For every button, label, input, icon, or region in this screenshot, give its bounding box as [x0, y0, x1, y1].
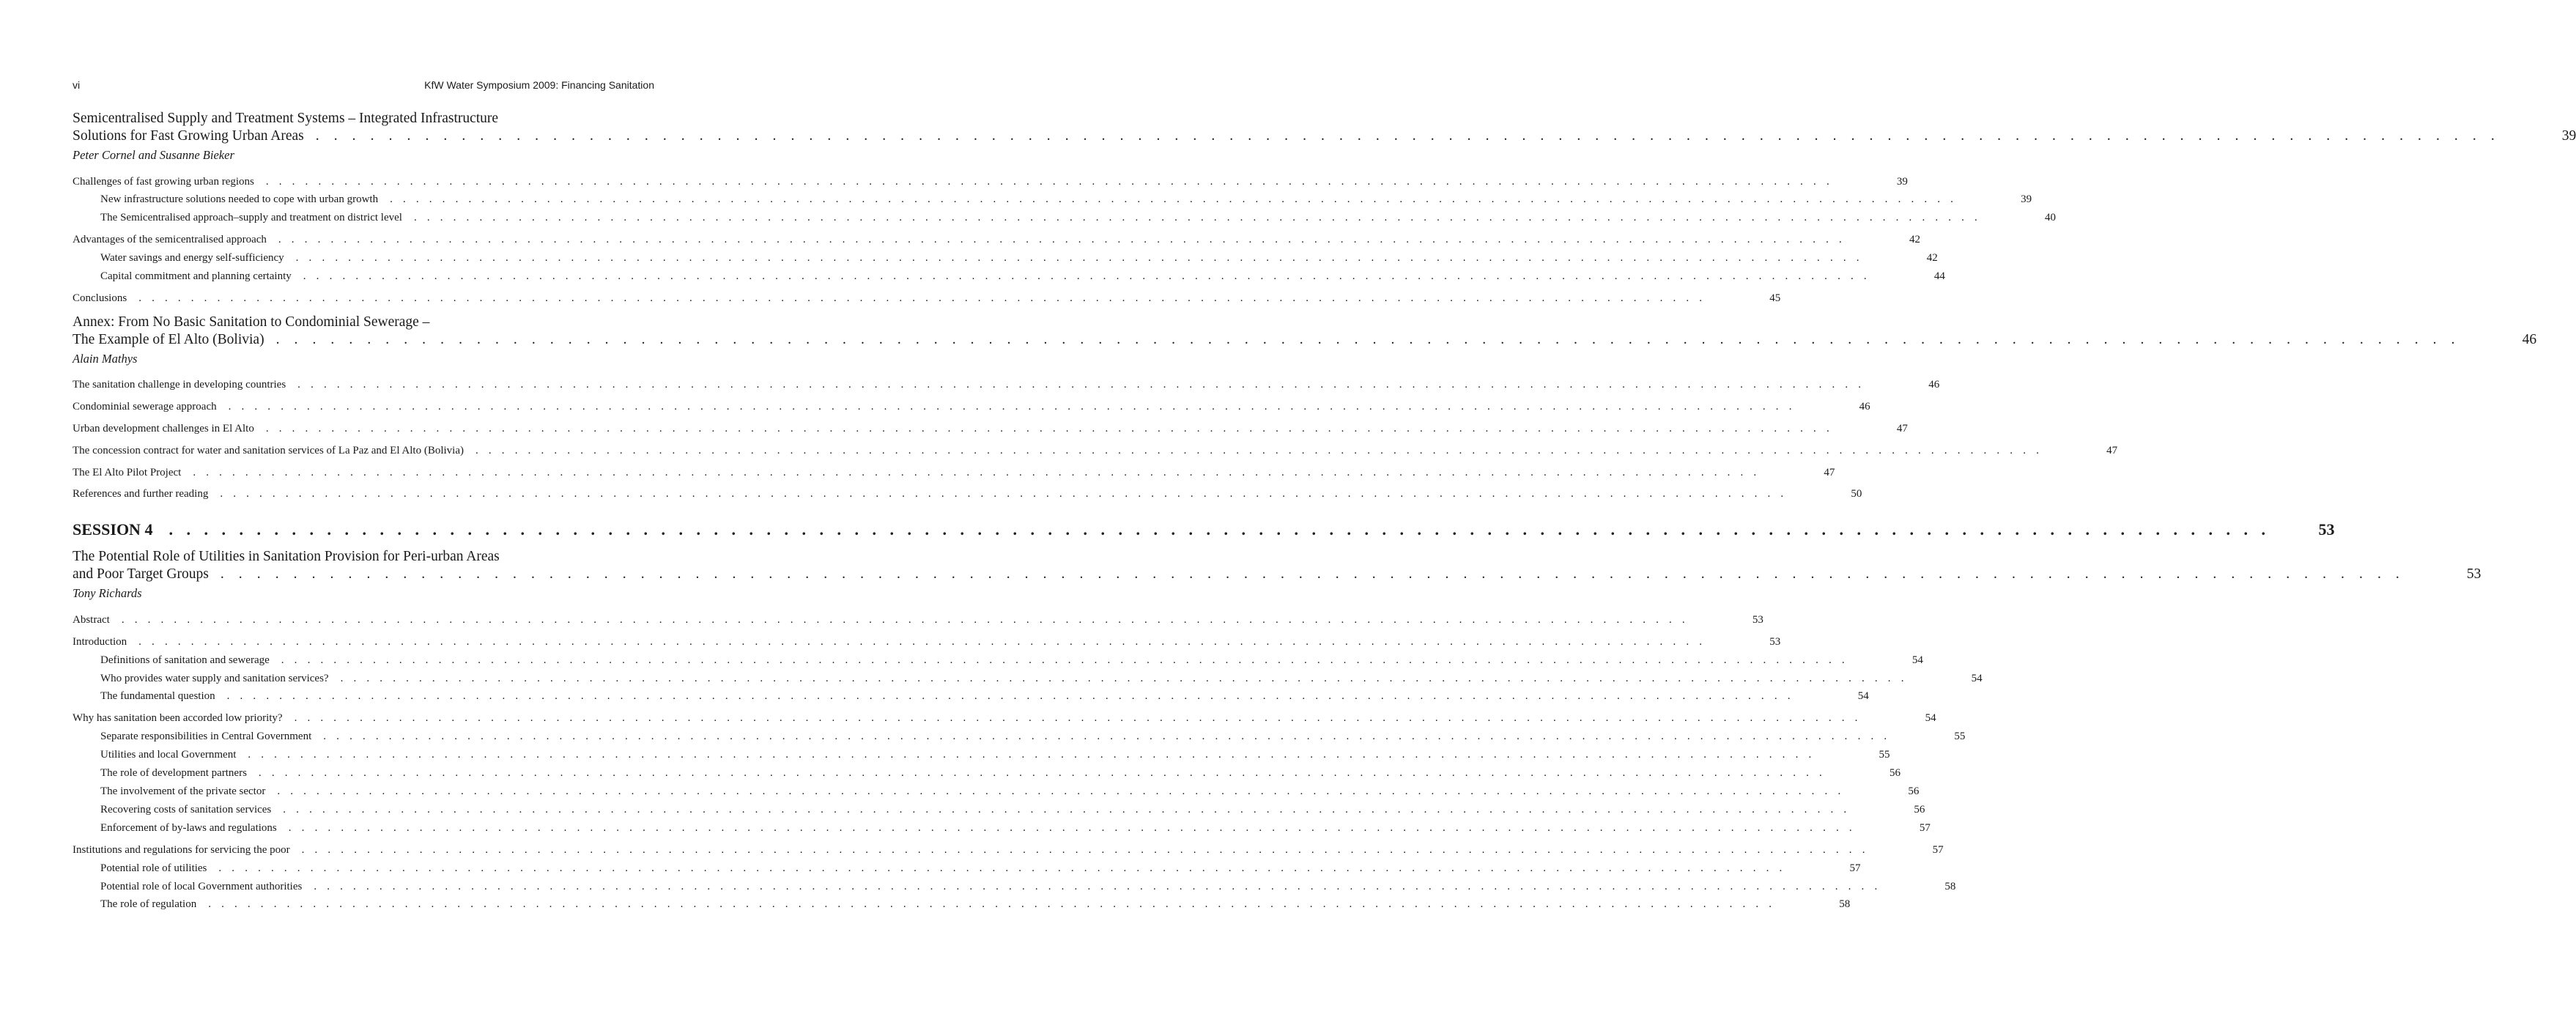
toc-entry[interactable] [73, 292, 1781, 305]
entry-title: Abstract [73, 614, 110, 626]
dot-leader: . . . . . . . . . . . . . . . . . . . . . . . . . . . . . . . . . . . . . . . . . . . . . . . . . . . . . . . . . . . . . . . . . . . . . . . . . . . . . . . . . . . . . . . . . . . . . . . . . . . . . . . . . . . . . . . . . . . . . . . . [258, 767, 1826, 779]
dot-leader: . . . . . . . . . . . . . . . . . . . . . . . . . . . . . . . . . . . . . . . . . . . . . . . . . . . . . . . . . . . . . . . . . . . . . . . . . . . . . . . . . . . . . . . . . . . . . . . . . . . . . . . . . . . . . . . . . . . . . . . . [248, 749, 1816, 761]
entry-title: Challenges of fast growing urban regions [73, 176, 254, 188]
toc-subentry[interactable] [100, 193, 2032, 206]
page-number: 54 [1971, 673, 1983, 684]
entry-title: Enforcement of by-laws and regulations [100, 822, 277, 834]
page-number: 56 [1908, 785, 1920, 797]
dot-leader: . . . . . . . . . . . . . . . . . . . . . . . . . . . . . . . . . . . . . . . . . . . . . . . . . . . . . . . . . . . . . . . . . . . . . . . . . . . . . . . . . . . . . . . . . . . . . . . . . . . . . . . . . . . . . . . . . . . . . . . . [208, 898, 1776, 910]
dot-leader: . . . . . . . . . . . . . . . . . . . . . . . . . . . . . . . . . . . . . . . . . . . . . . . . . . . . . . . . . . . . . . . . . . . . . . . . . . . . . . . . . . . . . . . . . . . . . . . . . . . . . . . . . . . . . . . . . . . . . . . . [303, 270, 1870, 282]
page-number: 57 [1919, 822, 1931, 834]
entry-title: Urban development challenges in El Alto [73, 423, 254, 435]
toc-subentry[interactable] [100, 270, 1945, 283]
page-number: 53 [1769, 636, 1781, 648]
dot-leader: . . . . . . . . . . . . . . . . . . . . . . . . . . . . . . . . . . . . . . . . . . . . . . . . . . . . . . . . . . . . . . . . . . . . . . . . . . . . . . . . . . . . . . . . . . . . . . . . . . . . . . . . . . . . . . . . . . . . . . . . [277, 785, 1845, 797]
dot-leader: . . . . . . . . . . . . . . . . . . . . . . . . . . . . . . . . . . . . . . . . . . . . . . . . . . . . . . . . . . . . . . . . . . . . . . . . . . . . . . . . . . . . . . . . . . . . . . . . . . . . . . . . . . . . . . . . . . . . . . . . [228, 401, 1796, 413]
entry-title: The role of regulation [100, 898, 197, 910]
dot-leader: . . . . . . . . . . . . . . . . . . . . . . . . . . . . . . . . . . . . . . . . . . . . . . . . . . . . . . . . . . . . . . . . . . . . . . . . . . . . . . . . . . . . . . . . . . . . . . . . . . . . . . . . . . . . . . . . . . . . . . . . [265, 423, 1833, 435]
dot-leader: . . . . . . . . . . . . . . . . . . . . . . . . . . . . . . . . . . . . . . . . . . . . . . . . . . . . . . . . . . . . . . . . . . . . . . . . . . . . . . . . . . . . . . . . . . . . . . . . . . . . . . . . . . . . . . . . . . . . . . . . [138, 636, 1706, 648]
page-number: 57 [1849, 862, 1861, 874]
page-number-header: vi [73, 79, 81, 91]
page-number: 54 [1911, 654, 1923, 666]
toc-entry[interactable] [73, 234, 1920, 246]
page-number: 40 [2045, 212, 2057, 223]
dot-leader: . . . . . . . . . . . . . . . . . . . . . . . . . . . . . . . . . . . . . . . . . . . . . . . . . . . . . . . . . . . . . . . . . . . . . . . . . . . . . . . . . . . . . . . . . . . . . . . . . . . . . . . . . . . . . . . . . . . . . . . . [138, 292, 1706, 304]
page-number: 50 [1851, 488, 1862, 500]
toc-subentry[interactable] [100, 690, 1869, 703]
dot-leader: . . . . . . . . . . . . . . . . . . . . . . . . . . . . . . . . . . . . . . . . . . . . . . . . . . . . . . . . . . . . . . . . . . . . . . . . . . . . . . . . . . . . . . . . . . . . . . . . . . . . . . . . . . . . . . . . . . . . . . . . [281, 654, 1848, 666]
page-number: 46 [1928, 379, 1940, 391]
entry-title: SESSION 4 [73, 520, 153, 539]
entry-title: Who provides water supply and sanitation services? [100, 673, 329, 684]
entry-title: Potential role of utilities [100, 862, 207, 874]
entry-title: The El Alto Pilot Project [73, 467, 182, 478]
entry-title: The Example of El Alto (Bolivia) [73, 332, 264, 347]
page-number: 53 [2318, 520, 2335, 539]
page-number: 53 [2466, 566, 2481, 582]
page-number: 39 [2021, 193, 2032, 205]
dot-leader: . . . . . . . . . . . . . . . . . . . . . . . . . . . . . . . . . . . . . . . . . . . . . . . . . . . . . . . . . . . . . . . . . . . . . . . . . . . . . . . . . . . . . . . . . . . . . . . . . . . . . . . . . . . . . . . . . . . . . . . . [475, 445, 2043, 456]
toc-chapter[interactable] [73, 332, 2537, 348]
chapter-author: Peter Cornel and Susanne Bieker [73, 148, 234, 162]
page-number: 55 [1954, 731, 1966, 742]
toc-subentry[interactable] [100, 731, 1966, 743]
dot-leader: . . . . . . . . . . . . . . . . . . . . . . . . . . . . . . . . . . . . . . . . . . . . . . . . . . . . . . . . . . . . . . . . . . . . . . . . . . . . . . . . . . . . . . . . . . . . . . . . . . . . . . . . . . . . . . . . . . . . . . . . [220, 488, 1788, 500]
entry-title: The sanitation challenge in developing countries [73, 379, 286, 391]
chapter-author: Alain Mathys [73, 352, 138, 366]
dot-leader: . . . . . . . . . . . . . . . . . . . . . . . . . . . . . . . . . . . . . . . . . . . . . . . . . . . . . . . . . . . . . . . . . . . . . . . . . . . . . . . . . . . . . . . . . . . . . . . . . . . . . . . . . . . . . . . . . . . . . . . . [169, 520, 2270, 539]
dot-leader: . . . . . . . . . . . . . . . . . . . . . . . . . . . . . . . . . . . . . . . . . . . . . . . . . . . . . . . . . . . . . . . . . . . . . . . . . . . . . . . . . . . . . . . . . . . . . . . . . . . . . . . . . . . . . . . . . . . . . . . . [265, 176, 1833, 188]
page-number: 39 [1896, 176, 1908, 188]
toc-subentry[interactable] [100, 654, 1923, 667]
entry-title: The role of development partners [100, 767, 247, 779]
dot-leader: . . . . . . . . . . . . . . . . . . . . . . . . . . . . . . . . . . . . . . . . . . . . . . . . . . . . . . . . . . . . . . . . . . . . . . . . . . . . . . . . . . . . . . . . . . . . . . . . . . . . . . . . . . . . . . . . . . . . . . . . [226, 690, 1794, 702]
toc-entry[interactable] [73, 379, 1940, 391]
dot-leader: . . . . . . . . . . . . . . . . . . . . . . . . . . . . . . . . . . . . . . . . . . . . . . . . . . . . . . . . . . . . . . . . . . . . . . . . . . . . . . . . . . . . . . . . . . . . . . . . . . . . . . . . . . . . . . . . . . . . . . . . [314, 881, 1881, 892]
entry-title: The concession contract for water and sanitation services of La Paz and El Alto (Bolivia) [73, 445, 464, 456]
page-number: 46 [1859, 401, 1870, 413]
dot-leader: . . . . . . . . . . . . . . . . . . . . . . . . . . . . . . . . . . . . . . . . . . . . . . . . . . . . . . . . . . . . . . . . . . . . . . . . . . . . . . . . . . . . . . . . . . . . . . . . . . . . . . . . . . . . . . . . . . . . . . . . [340, 673, 1908, 684]
running-header-title: KfW Water Symposium 2009: Financing Sanitation [424, 79, 654, 91]
toc-entry[interactable] [73, 423, 1908, 435]
chapter-title-line: Semicentralised Supply and Treatment Systems – Integrated Infrastructure [73, 111, 499, 126]
toc-subentry[interactable] [100, 898, 1851, 911]
toc-entry[interactable] [73, 488, 1862, 500]
dot-leader: . . . . . . . . . . . . . . . . . . . . . . . . . . . . . . . . . . . . . . . . . . . . . . . . . . . . . . . . . . . . . . . . . . . . . . . . . . . . . . . . . . . . . . . . . . . . . . . . . . . . . . . . . . . . . . . . . . . . . . . . [295, 252, 1863, 264]
entry-title: The Semicentralised approach–supply and treatment on district level [100, 212, 402, 223]
entry-title: Separate responsibilities in Central Government [100, 731, 312, 742]
toc-session[interactable] [73, 520, 2335, 539]
toc-subentry[interactable] [100, 212, 2057, 224]
dot-leader: . . . . . . . . . . . . . . . . . . . . . . . . . . . . . . . . . . . . . . . . . . . . . . . . . . . . . . . . . . . . . . . . . . . . . . . . . . . . . . . . . . . . . . . . . . . . . . . . . . . . . . . . . . . . . . . . . . . . . . . . [278, 234, 1846, 245]
entry-title: and Poor Target Groups [73, 566, 209, 582]
page-number: 55 [1879, 749, 1890, 761]
toc-subentry[interactable] [100, 767, 1900, 780]
entry-title: Water savings and energy self-sufficiency [100, 252, 284, 264]
page-number: 44 [1933, 270, 1945, 282]
toc-entry[interactable] [73, 712, 1936, 725]
page-number: 58 [1944, 881, 1956, 892]
entry-title: The involvement of the private sector [100, 785, 266, 797]
dot-leader: . . . . . . . . . . . . . . . . . . . . . . . . . . . . . . . . . . . . . . . . . . . . . . . . . . . . . . . . . . . . . . . . . . . . . . . . . . . . . . . . . . . . . . . . . . . . . . . . . . . . . . . . . . . . . . . . . . . . . . . . [275, 332, 2461, 347]
page-number: 54 [1857, 690, 1869, 702]
entry-title: Conclusions [73, 292, 127, 304]
entry-title: Definitions of sanitation and sewerage [100, 654, 270, 666]
dot-leader: . . . . . . . . . . . . . . . . . . . . . . . . . . . . . . . . . . . . . . . . . . . . . . . . . . . . . . . . . . . . . . . . . . . . . . . . . . . . . . . . . . . . . . . . . . . . . . . . . . . . . . . . . . . . . . . . . . . . . . . . [121, 614, 1689, 626]
entry-title: Utilities and local Government [100, 749, 237, 761]
entry-title: Institutions and regulations for servicing the poor [73, 844, 290, 856]
toc-entry[interactable] [73, 176, 1908, 188]
toc-subentry[interactable] [100, 862, 1861, 875]
toc-subentry[interactable] [100, 822, 1931, 835]
entry-title: Why has sanitation been accorded low priority? [73, 712, 283, 724]
entry-title: New infrastructure solutions needed to cope with urban growth [100, 193, 379, 205]
entry-title: References and further reading [73, 488, 209, 500]
page-number: 57 [1932, 844, 1944, 856]
toc-subentry[interactable] [100, 749, 1890, 761]
entry-title: Condominial sewerage approach [73, 401, 217, 413]
toc-chapter[interactable] [73, 128, 2576, 144]
toc-subentry[interactable] [100, 881, 1956, 893]
dot-leader: . . . . . . . . . . . . . . . . . . . . . . . . . . . . . . . . . . . . . . . . . . . . . . . . . . . . . . . . . . . . . . . . . . . . . . . . . . . . . . . . . . . . . . . . . . . . . . . . . . . . . . . . . . . . . . . . . . . . . . . . [413, 212, 1982, 223]
toc-subentry[interactable] [100, 804, 1925, 816]
page-number: 47 [1824, 467, 1835, 478]
toc-entry[interactable] [73, 614, 1763, 626]
page-number: 47 [1896, 423, 1908, 435]
dot-leader: . . . . . . . . . . . . . . . . . . . . . . . . . . . . . . . . . . . . . . . . . . . . . . . . . . . . . . . . . . . . . . . . . . . . . . . . . . . . . . . . . . . . . . . . . . . . . . . . . . . . . . . . . . . . . . . . . . . . . . . . [193, 467, 1761, 478]
dot-leader: . . . . . . . . . . . . . . . . . . . . . . . . . . . . . . . . . . . . . . . . . . . . . . . . . . . . . . . . . . . . . . . . . . . . . . . . . . . . . . . . . . . . . . . . . . . . . . . . . . . . . . . . . . . . . . . . . . . . . . . . [283, 804, 1851, 816]
page-number: 47 [2106, 445, 2118, 456]
toc-subentry[interactable] [100, 252, 1938, 265]
toc-entry[interactable] [73, 445, 2118, 457]
dot-leader: . . . . . . . . . . . . . . . . . . . . . . . . . . . . . . . . . . . . . . . . . . . . . . . . . . . . . . . . . . . . . . . . . . . . . . . . . . . . . . . . . . . . . . . . . . . . . . . . . . . . . . . . . . . . . . . . . . . . . . . . [315, 128, 2501, 144]
page-number: 42 [1909, 234, 1920, 245]
page-number: 42 [1926, 252, 1938, 264]
page-number: 56 [1889, 767, 1900, 779]
entry-title: Capital commitment and planning certainty [100, 270, 292, 282]
page-number: 58 [1839, 898, 1851, 910]
dot-leader: . . . . . . . . . . . . . . . . . . . . . . . . . . . . . . . . . . . . . . . . . . . . . . . . . . . . . . . . . . . . . . . . . . . . . . . . . . . . . . . . . . . . . . . . . . . . . . . . . . . . . . . . . . . . . . . . . . . . . . . . [288, 822, 1856, 834]
page-number: 46 [2522, 332, 2537, 347]
dot-leader: . . . . . . . . . . . . . . . . . . . . . . . . . . . . . . . . . . . . . . . . . . . . . . . . . . . . . . . . . . . . . . . . . . . . . . . . . . . . . . . . . . . . . . . . . . . . . . . . . . . . . . . . . . . . . . . . . . . . . . . . [220, 566, 2405, 582]
chapter-title-line: Annex: From No Basic Sanitation to Condominial Sewerage – [73, 314, 430, 330]
entry-title: Solutions for Fast Growing Urban Areas [73, 128, 304, 144]
entry-title: Introduction [73, 636, 127, 648]
toc-entry[interactable] [73, 401, 1870, 413]
dot-leader: . . . . . . . . . . . . . . . . . . . . . . . . . . . . . . . . . . . . . . . . . . . . . . . . . . . . . . . . . . . . . . . . . . . . . . . . . . . . . . . . . . . . . . . . . . . . . . . . . . . . . . . . . . . . . . . . . . . . . . . . [218, 862, 1786, 874]
chapter-title-line: The Potential Role of Utilities in Sanitation Provision for Peri-urban Areas [73, 549, 500, 564]
toc-chapter[interactable] [73, 566, 2481, 583]
dot-leader: . . . . . . . . . . . . . . . . . . . . . . . . . . . . . . . . . . . . . . . . . . . . . . . . . . . . . . . . . . . . . . . . . . . . . . . . . . . . . . . . . . . . . . . . . . . . . . . . . . . . . . . . . . . . . . . . . . . . . . . . [301, 844, 1869, 856]
dot-leader: . . . . . . . . . . . . . . . . . . . . . . . . . . . . . . . . . . . . . . . . . . . . . . . . . . . . . . . . . . . . . . . . . . . . . . . . . . . . . . . . . . . . . . . . . . . . . . . . . . . . . . . . . . . . . . . . . . . . . . . . [323, 731, 1891, 742]
chapter-author: Tony Richards [73, 586, 142, 600]
toc-entry[interactable] [73, 844, 1944, 857]
entry-title: Potential role of local Government authorities [100, 881, 303, 892]
page-number: 54 [1925, 712, 1936, 724]
entry-title: Advantages of the semicentralised approach [73, 234, 267, 245]
page-number: 53 [1752, 614, 1763, 626]
toc-subentry[interactable] [100, 673, 1983, 685]
page-number: 45 [1769, 292, 1781, 304]
dot-leader: . . . . . . . . . . . . . . . . . . . . . . . . . . . . . . . . . . . . . . . . . . . . . . . . . . . . . . . . . . . . . . . . . . . . . . . . . . . . . . . . . . . . . . . . . . . . . . . . . . . . . . . . . . . . . . . . . . . . . . . . [297, 379, 1865, 391]
dot-leader: . . . . . . . . . . . . . . . . . . . . . . . . . . . . . . . . . . . . . . . . . . . . . . . . . . . . . . . . . . . . . . . . . . . . . . . . . . . . . . . . . . . . . . . . . . . . . . . . . . . . . . . . . . . . . . . . . . . . . . . . [390, 193, 1958, 205]
entry-title: The fundamental question [100, 690, 215, 702]
page-number: 56 [1914, 804, 1925, 816]
entry-title: Recovering costs of sanitation services [100, 804, 272, 816]
toc-subentry[interactable] [100, 785, 1920, 798]
toc-entry[interactable] [73, 636, 1781, 648]
dot-leader: . . . . . . . . . . . . . . . . . . . . . . . . . . . . . . . . . . . . . . . . . . . . . . . . . . . . . . . . . . . . . . . . . . . . . . . . . . . . . . . . . . . . . . . . . . . . . . . . . . . . . . . . . . . . . . . . . . . . . . . . [294, 712, 1862, 724]
page-number: 39 [2561, 128, 2576, 144]
toc-entry[interactable] [73, 467, 1835, 479]
